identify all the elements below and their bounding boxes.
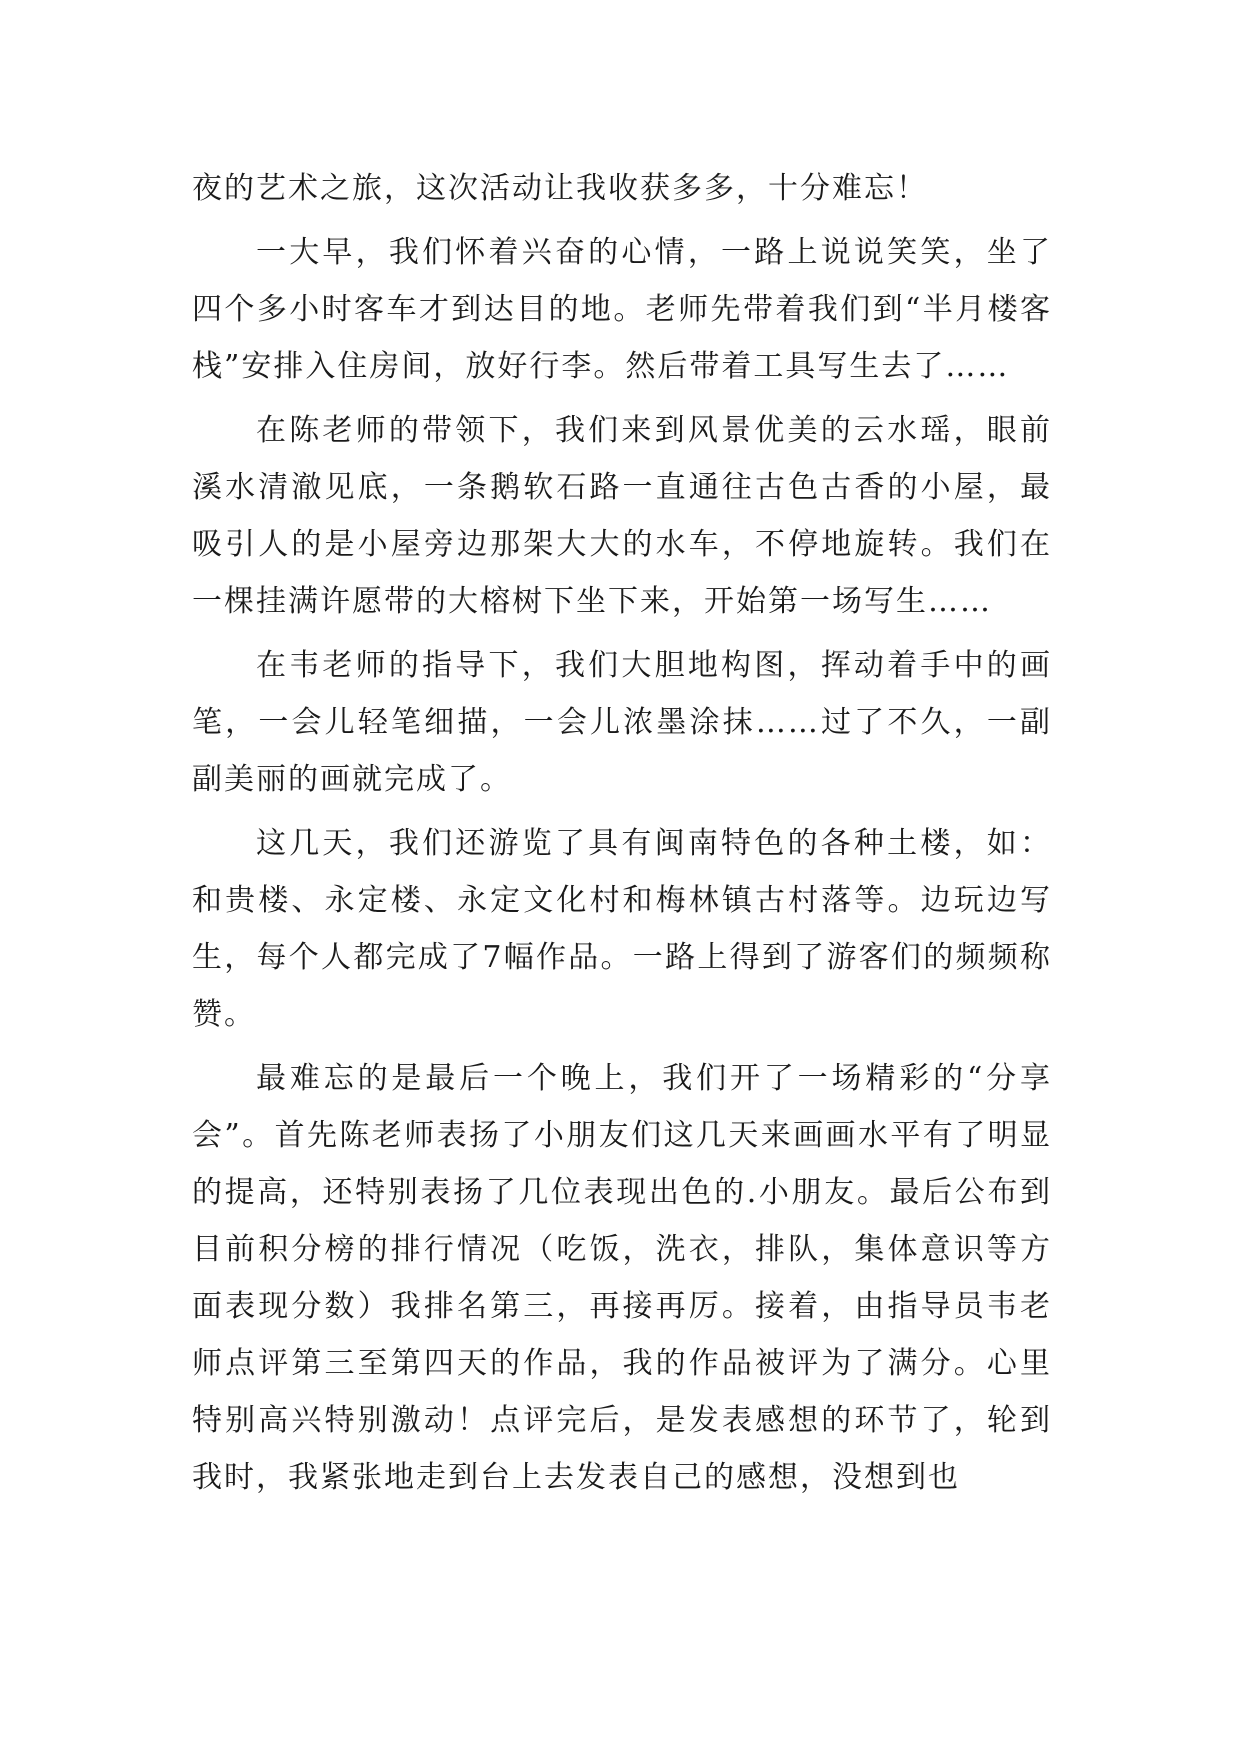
paragraph-2: 一大早，我们怀着兴奋的心情，一路上说说笑笑，坐了四个多小时客车才到达目的地。老师先带着我们到“半月楼客栈”安排入住房间，放好行李。然后带着工具写生去了……: [192, 235, 1052, 384]
paragraph-4: 在韦老师的指导下，我们大胆地构图，挥动着手中的画笔，一会儿轻笔细描，一会儿浓墨涂抹……过了不久，一副副美丽的画就完成了。: [192, 648, 1052, 797]
paragraph-3: 在陈老师的带领下，我们来到风景优美的云水瑶，眼前溪水清澈见底，一条鹅软石路一直通往古色古香的小屋，最吸引人的是小屋旁边那架大大的水车，不停地旋转。我们在一棵挂满许愿带的大榕树下坐下来，开始第一场写生……: [192, 413, 1052, 619]
document-body: [192, 160, 1052, 1513]
paragraph-6: 最难忘的是最后一个晚上，我们开了一场精彩的“分享会”。首先陈老师表扬了小朋友们这几天来画画水平有了明显的提高，还特别表扬了几位表现出色的.小朋友。最后公布到目前积分榜的排行情况（吃饭，洗衣，排队，集体意识等方面表现分数）我排名第三，再接再厉。接着，由指导员韦老师点评第三至第四天的作品，我的作品被评为了满分。心里特别高兴特别激动！点评完后，是发表感想的环节了，轮到我时，我紧张地走到台上去发表自己的感想，没想到也: [192, 1061, 1052, 1495]
paragraph-5: 这几天，我们还游览了具有闽南特色的各种土楼，如：和贵楼、永定楼、永定文化村和梅林镇古村落等。边玩边写生，每个人都完成了7幅作品。一路上得到了游客们的频频称赞。: [192, 826, 1052, 1032]
paragraph-1: 夜的艺术之旅，这次活动让我收获多多，十分难忘！: [192, 171, 928, 206]
